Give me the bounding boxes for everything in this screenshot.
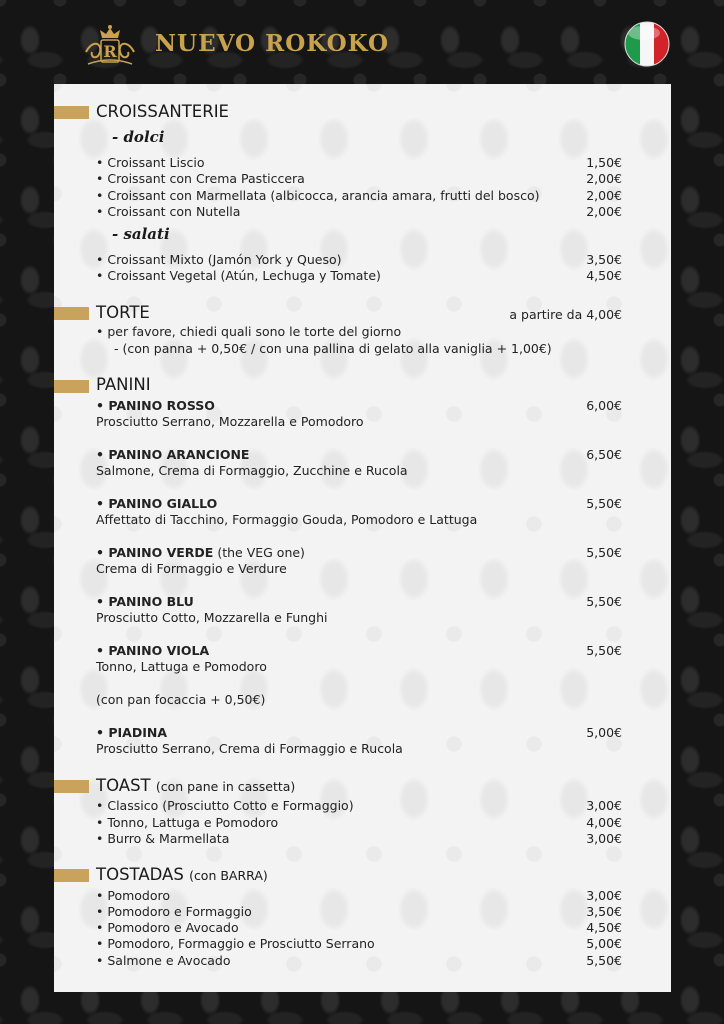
menu-item: • Classico (Prosciutto Cotto e Formaggio) — [96, 798, 354, 813]
item-price: 1,50€ — [586, 155, 622, 170]
menu-item: • Croissant Vegetal (Atún, Lechuga y Tomate) — [96, 268, 381, 283]
menu-item: • Pomodoro, Formaggio e Prosciutto Serrano — [96, 936, 375, 951]
item-price: 3,00€ — [586, 798, 622, 813]
menu-item: • Burro & Marmellata — [96, 831, 230, 846]
panino-name: • PANINO VIOLA — [96, 643, 210, 658]
item-price: 5,50€ — [586, 953, 622, 968]
item-price: 5,00€ — [586, 725, 622, 740]
item-price: 2,00€ — [586, 171, 622, 186]
crown-logo-icon — [80, 22, 140, 68]
item-price: 4,50€ — [586, 268, 622, 283]
torte-price: a partire da 4,00€ — [509, 307, 622, 322]
piadina-name: • PIADINA — [96, 725, 167, 740]
item-price: 4,00€ — [586, 815, 622, 830]
logo-letter: R — [103, 42, 117, 61]
focaccia-note: (con pan focaccia + 0,50€) — [96, 692, 266, 707]
panino-desc: Prosciutto Serrano, Mozzarella e Pomodoro — [96, 414, 364, 429]
menu-item: • Pomodoro e Formaggio — [96, 904, 252, 919]
section-marker — [54, 869, 89, 882]
menu-sheet — [54, 84, 671, 992]
section-title-toast — [96, 776, 295, 797]
item-price: 6,50€ — [586, 447, 622, 462]
panino-desc: Crema di Formaggio e Verdure — [96, 561, 287, 576]
item-price: 3,50€ — [586, 252, 622, 267]
menu-item: • Croissant con Nutella — [96, 204, 241, 219]
toast-title: TOAST — [96, 776, 151, 795]
item-price: 5,50€ — [586, 594, 622, 609]
section-title-torte: TORTE — [96, 303, 150, 322]
item-price: 3,00€ — [586, 831, 622, 846]
item-price: 3,00€ — [586, 888, 622, 903]
panino-note: (the VEG one) — [217, 545, 305, 560]
menu-item: • Salmone e Avocado — [96, 953, 231, 968]
tostadas-subtitle: (con BARRA) — [189, 868, 268, 883]
torte-extras: - (con panna + 0,50€ / con una pallina di gelato alla vaniglia + 1,00€) — [114, 341, 552, 356]
item-price: 5,50€ — [586, 545, 622, 560]
section-marker — [54, 780, 89, 793]
panino-name: • PANINO GIALLO — [96, 496, 218, 511]
italy-flag-icon — [624, 21, 670, 67]
panino-desc: Prosciutto Cotto, Mozzarella e Funghi — [96, 610, 328, 625]
panino-name: • PANINO ROSSO — [96, 398, 215, 413]
section-marker — [54, 307, 89, 320]
menu-item: • Croissant Liscio — [96, 155, 205, 170]
item-price: 6,00€ — [586, 398, 622, 413]
section-title-croissanterie: CROISSANTERIE — [96, 102, 229, 121]
subsection-dolci: - dolci — [112, 128, 165, 146]
item-price: 4,50€ — [586, 920, 622, 935]
section-marker — [54, 380, 89, 393]
menu-item: • Pomodoro e Avocado — [96, 920, 239, 935]
panino-name: • PANINO ARANCIONE — [96, 447, 250, 462]
piadina-desc: Prosciutto Serrano, Crema di Formaggio e Rucola — [96, 741, 403, 756]
item-price: 3,50€ — [586, 904, 622, 919]
subsection-salati: - salati — [112, 225, 170, 243]
menu-item: • Croissant Mixto (Jamón York y Queso) — [96, 252, 342, 267]
toast-subtitle: (con pane in cassetta) — [155, 779, 296, 794]
item-price: 5,50€ — [586, 643, 622, 658]
menu-item: • Tonno, Lattuga e Pomodoro — [96, 815, 279, 830]
item-price: 5,50€ — [586, 496, 622, 511]
panino-name-row — [96, 545, 305, 560]
menu-item: • Croissant con Crema Pasticcera — [96, 171, 305, 186]
panino-name: • PANINO VERDE — [96, 545, 214, 560]
panino-desc: Affettato di Tacchino, Formaggio Gouda, Pomodoro e Lattuga — [96, 512, 478, 527]
item-price: 2,00€ — [586, 204, 622, 219]
item-price: 5,00€ — [586, 936, 622, 951]
panino-desc: Tonno, Lattuga e Pomodoro — [96, 659, 267, 674]
torte-note: • per favore, chiedi quali sono le torte del giorno — [96, 324, 402, 339]
section-marker — [54, 106, 89, 119]
panino-desc: Salmone, Crema di Formaggio, Zucchine e Rucola — [96, 463, 408, 478]
page-header — [0, 0, 724, 84]
tostadas-title: TOSTADAS — [96, 865, 184, 884]
brand-name: NUEVO ROKOKO — [155, 30, 390, 57]
section-title-tostadas — [96, 865, 268, 886]
menu-item: • Pomodoro — [96, 888, 171, 903]
section-title-panini: PANINI — [96, 375, 151, 394]
menu-item: • Croissant con Marmellata (albicocca, arancia amara, frutti del bosco) — [96, 188, 540, 203]
panino-name: • PANINO BLU — [96, 594, 194, 609]
item-price: 2,00€ — [586, 188, 622, 203]
